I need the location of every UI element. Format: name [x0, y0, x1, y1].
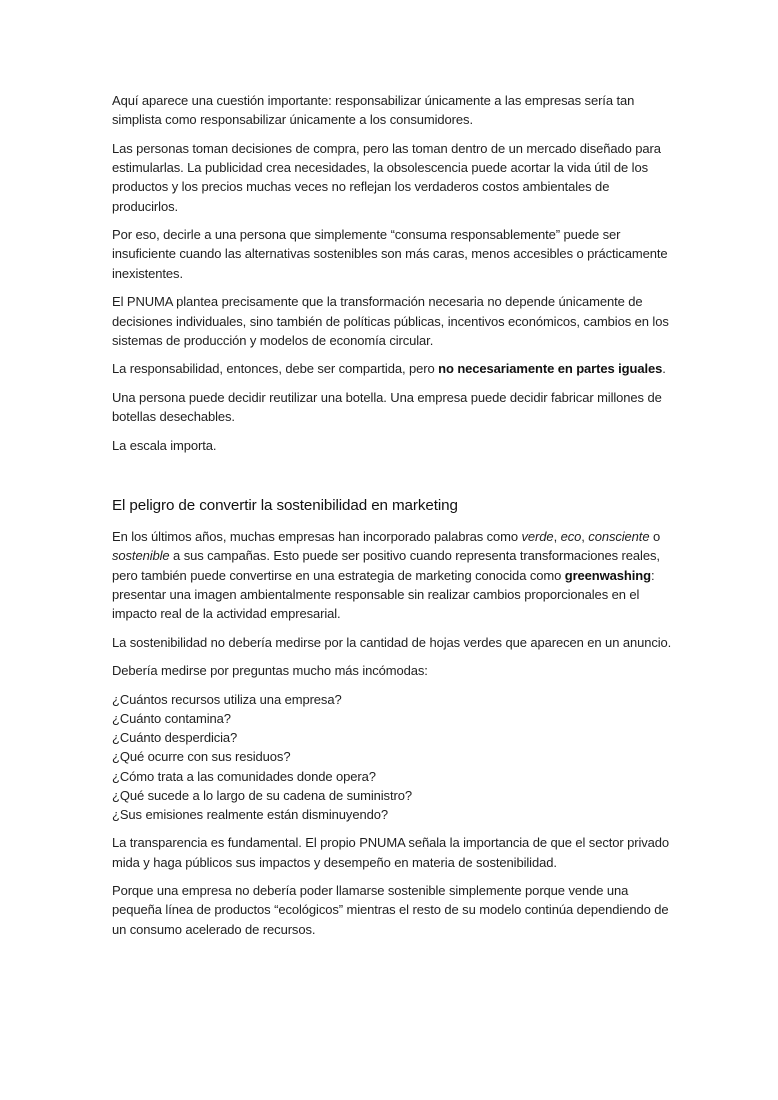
questions-list: [112, 690, 672, 824]
text-segment: .: [662, 361, 666, 377]
question-item: ¿Cuántos recursos utiliza una empresa?: [112, 692, 342, 708]
italic-word: consciente: [588, 529, 650, 545]
text-segment: La responsabilidad, entonces, debe ser compartida, pero: [112, 361, 439, 377]
text-segment: En los últimos años, muchas empresas han incorporado palabras como: [112, 529, 522, 545]
text-segment: ,: [581, 529, 589, 545]
italic-word: sostenible: [112, 548, 170, 564]
question-item: ¿Cuánto desperdicia?: [112, 730, 238, 746]
question-item: ¿Cuánto contamina?: [112, 711, 231, 727]
paragraph-responsibility-intro: Aquí aparece una cuestión importante: responsabilizar únicamente a las empresas sería tan simplista como responsabilizar únicamente a los consumidores.: [112, 93, 635, 128]
question-item: ¿Cómo trata a las comunidades donde opera?: [112, 768, 376, 784]
text-segment: a sus campañas. Esto puede ser positivo cuando representa transformaciones reales, pero también puede convertirse en una estrategia de marketing conocida como: [112, 548, 660, 583]
paragraph-uncomfortable-questions: Debería medirse por preguntas mucho más incómodas:: [112, 663, 428, 679]
text-segment: o: [649, 529, 661, 545]
paragraph-shared-responsibility: [112, 359, 672, 378]
paragraph-greenwashing: [112, 527, 672, 623]
paragraph-pnuma-transformation: El PNUMA plantea precisamente que la transformación necesaria no depende únicamente de decisiones individuales, sino también de políticas públicas, incentivos económicos, cambios en los sistemas de producción y modelos de economía circular.: [112, 294, 669, 348]
paragraph-responsible-consumption: Por eso, decirle a una persona que simplemente “consuma responsablemente” puede ser insuficiente cuando las alternativas sostenibles son más caras, menos accesibles o prácticamente inexistentes.: [112, 227, 668, 281]
text-segment: ,: [553, 529, 561, 545]
bold-phrase: no necesariamente en partes iguales: [438, 361, 663, 377]
bold-term: greenwashing: [564, 567, 651, 583]
paragraph-green-leaves: La sostenibilidad no debería medirse por la cantidad de hojas verdes que aparecen en un anuncio.: [112, 634, 672, 650]
paragraph-closing: Porque una empresa no debería poder llamarse sostenible simplemente porque vende una pequeña línea de productos “ecológicos” mientras el resto de su modelo continúa dependiendo de un consumo acelerado de recursos.: [112, 883, 669, 937]
section-heading: El peligro de convertir la sostenibilidad en marketing: [112, 497, 458, 515]
text-segment: : presentar una imagen ambientalmente responsable sin realizar cambios proporcionales en el impacto real de la actividad empresarial.: [112, 567, 655, 622]
italic-word: eco: [560, 529, 582, 545]
question-item: ¿Qué ocurre con sus residuos?: [112, 749, 291, 765]
paragraph-transparency: La transparencia es fundamental. El propio PNUMA señala la importancia de que el sector privado mida y haga públicos sus impactos y desempeño en materia de sostenibilidad.: [112, 835, 670, 870]
question-item: ¿Qué sucede a lo largo de su cadena de suministro?: [112, 787, 412, 803]
paragraph-bottle-example: Una persona puede decidir reutilizar una botella. Una empresa puede decidir fabricar millones de botellas desechables.: [112, 390, 662, 425]
paragraph-scale-matters: La escala importa.: [112, 438, 217, 454]
document-body: [112, 91, 672, 948]
italic-word: verde: [521, 529, 554, 545]
question-item: ¿Sus emisiones realmente están disminuyendo?: [112, 806, 388, 822]
paragraph-purchase-decisions: Las personas toman decisiones de compra, pero las toman dentro de un mercado diseñado para estimularlas. La publicidad crea necesidades, la obsolescencia puede acortar la vida útil de los productos y los precios muchas veces no reflejan los verdaderos costos ambientales de producirlos.: [112, 140, 661, 214]
